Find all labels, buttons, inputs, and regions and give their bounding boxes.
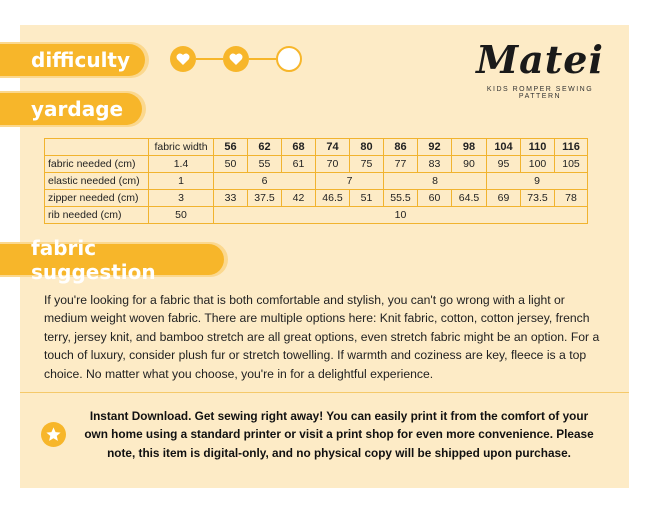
table-cell: 64.5 — [452, 190, 487, 207]
size-header-cell: 98 — [452, 139, 487, 156]
size-header-cell: 56 — [214, 139, 248, 156]
table-corner-cell — [45, 139, 149, 156]
yardage-heading: yardage — [0, 93, 142, 125]
fabric-suggestion-heading: fabric suggestion — [0, 244, 224, 275]
size-header-cell: 104 — [487, 139, 521, 156]
table-cell: 73.5 — [521, 190, 555, 207]
download-notice: Instant Download. Get sewing right away! You can easily print it from the comfort of your own home using a standard printer or visit a print shop for even more convenience. Please note, this item is digital-only, and no physical copy will be shipped upon purchase. — [84, 409, 594, 460]
heart-icon — [170, 46, 196, 72]
rating-connector — [196, 58, 223, 60]
size-header-cell: 86 — [384, 139, 418, 156]
table-cell: 75 — [350, 156, 384, 173]
table-cell: 10 — [214, 207, 588, 224]
table-cell: 8 — [384, 173, 487, 190]
row-label: fabric needed (cm) — [45, 156, 149, 173]
table-cell: 60 — [418, 190, 452, 207]
star-icon — [41, 422, 66, 447]
size-header-cell: 68 — [282, 139, 316, 156]
table-row — [45, 190, 588, 207]
row-label: elastic needed (cm) — [45, 173, 149, 190]
table-cell: 42 — [282, 190, 316, 207]
brand-name: Matei — [476, 37, 604, 82]
divider — [20, 392, 629, 393]
empty-rating-dot — [276, 46, 302, 72]
table-cell: 6 — [214, 173, 316, 190]
size-header-cell: 62 — [248, 139, 282, 156]
size-header-cell: 110 — [521, 139, 555, 156]
table-header-row — [45, 139, 588, 156]
table-cell: 7 — [316, 173, 384, 190]
table-cell: 51 — [350, 190, 384, 207]
table-cell: 90 — [452, 156, 487, 173]
table-cell: 50 — [214, 156, 248, 173]
table-row — [45, 207, 588, 224]
table-cell: 77 — [384, 156, 418, 173]
table-cell: 55.5 — [384, 190, 418, 207]
table-cell: 33 — [214, 190, 248, 207]
row-label: zipper needed (cm) — [45, 190, 149, 207]
row-label: rib needed (cm) — [45, 207, 149, 224]
table-row — [45, 156, 588, 173]
table-cell: 9 — [487, 173, 588, 190]
table-row — [45, 173, 588, 190]
heart-icon — [223, 46, 249, 72]
table-cell: 46.5 — [316, 190, 350, 207]
table-cell: 1.4 — [149, 156, 214, 173]
rating-connector — [249, 58, 276, 60]
table-cell: 37.5 — [248, 190, 282, 207]
yardage-table — [44, 138, 588, 224]
table-cell: 95 — [487, 156, 521, 173]
table-cell: 3 — [149, 190, 214, 207]
table-cell: 78 — [555, 190, 588, 207]
table-cell: 100 — [521, 156, 555, 173]
table-cell: 50 — [149, 207, 214, 224]
table-header-cell: fabric width — [149, 139, 214, 156]
table-cell: 69 — [487, 190, 521, 207]
table-cell: 70 — [316, 156, 350, 173]
size-header-cell: 92 — [418, 139, 452, 156]
difficulty-heading: difficulty — [0, 44, 145, 76]
fabric-description: If you're looking for a fabric that is both comfortable and stylish, you can't go wrong with a light or medium weight woven fabric. There are multiple options here: Knit fabric, cotton, cotton jersey, french terry, jersey knit, and bamboo stretch are all great options, even stretch fabric might be an option. For a touch of luxury, consider plush fur or stretch towelling. If warmth and coziness are key, fleece is a top choice. No matter what you choose, you're in for a delightful experience. — [44, 293, 600, 381]
table-cell: 83 — [418, 156, 452, 173]
size-header-cell: 116 — [555, 139, 588, 156]
brand-subtitle: KIDS ROMPER SEWING PATTERN — [486, 86, 594, 100]
difficulty-rating — [170, 46, 302, 72]
size-header-cell: 74 — [316, 139, 350, 156]
table-cell: 105 — [555, 156, 588, 173]
table-cell: 1 — [149, 173, 214, 190]
brand-logo — [470, 38, 610, 100]
table-cell: 61 — [282, 156, 316, 173]
table-cell: 55 — [248, 156, 282, 173]
size-header-cell: 80 — [350, 139, 384, 156]
